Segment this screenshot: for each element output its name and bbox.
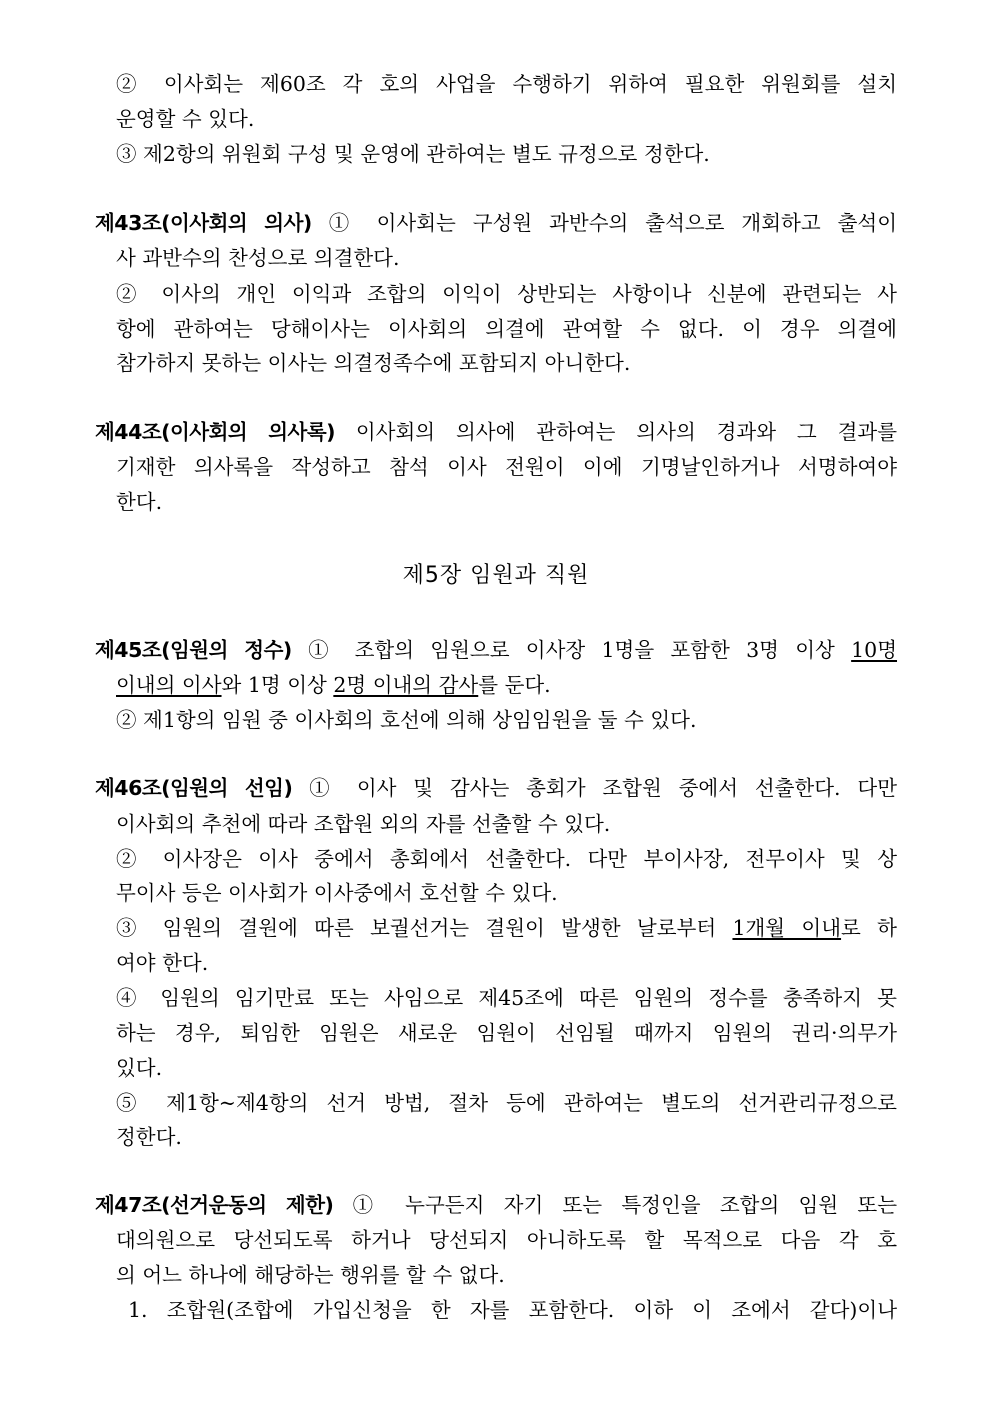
art47-line3: 의 어느 하나에 해당하는 행위를 할 수 없다. [116, 1263, 505, 1287]
art44-line3: 한다. [116, 490, 163, 514]
art43-text1: ① 이사회는 구성원 과반수의 출석으로 개회하고 출석이 [311, 211, 898, 235]
art46-text5a: ③ 임원의 결원에 따른 보궐선거는 결원이 발생한 날로부터 [116, 916, 733, 940]
art45-line1 [95, 632, 897, 668]
art46-line10: ⑤ 제1항~제4항의 선거 방법, 절차 등에 관하여는 별도의 선거관리규정으로 [116, 1091, 897, 1115]
art46-text1: ① 이사 및 감사는 총회가 조합원 중에서 선출한다. 다만 [292, 776, 897, 800]
art46-title: 제46조(임원의 선임) [95, 776, 293, 800]
art42-para3: ③ 제2항의 위원회 구성 및 운영에 관하여는 별도 규정으로 정한다. [116, 142, 710, 166]
art46-underline-one-month: 1개월 이내 [732, 916, 842, 940]
art43-line3: ② 이사의 개인 이익과 조합의 이익이 상반되는 사항이나 신분에 관련되는 사 [116, 282, 897, 306]
art44-line1 [95, 414, 897, 450]
art43-line4: 항에 관하여는 당해이사는 이사회의 의결에 관여할 수 없다. 이 경우 의결에 [116, 317, 897, 341]
art43-line2: 사 과반수의 찬성으로 의결한다. [116, 246, 400, 270]
art46-line7: ④ 임원의 임기만료 또는 사임으로 제45조에 따른 임원의 정수를 충족하지 못 [116, 986, 897, 1010]
art43-line1 [95, 205, 897, 241]
art47-line1 [95, 1187, 897, 1223]
art45-text1: ① 조합의 임원으로 이사장 1명을 포함한 3명 이상 [291, 638, 852, 662]
art45-title: 제45조(임원의 정수) [95, 638, 292, 662]
art45-text2: 와 1명 이상 [221, 673, 334, 697]
art45-line2 [116, 667, 897, 703]
art46-line4: 무이사 등은 이사회가 이사중에서 호선할 수 있다. [116, 881, 558, 905]
art46-line8: 하는 경우, 퇴임한 임원은 새로운 임원이 선임될 때까지 임원의 권리·의무가 [116, 1021, 897, 1045]
art46-line11: 정한다. [116, 1125, 182, 1149]
art46-line6: 여야 한다. [116, 951, 209, 975]
art46-line5 [116, 910, 897, 946]
art46-line1 [95, 770, 897, 806]
art45-underline-auditors: 2명 이내의 감사 [333, 673, 479, 697]
art45-underline-directors-count: 10명 [851, 638, 898, 662]
art45-text3: 를 둔다. [478, 673, 551, 697]
art46-line9: 있다. [116, 1056, 163, 1080]
art45-underline-directors: 이내의 이사 [116, 673, 222, 697]
art43-title: 제43조(이사회의 의사) [95, 211, 312, 235]
art47-item1: 1. 조합원(조합에 가입신청을 한 자를 포함한다. 이하 이 조에서 같다)이나 [128, 1298, 897, 1322]
art45-line3: ② 제1항의 임원 중 이사회의 호선에 의해 상임임원을 둘 수 있다. [116, 708, 697, 732]
art44-title: 제44조(이사회의 의사록) [95, 420, 335, 444]
art46-line3: ② 이사장은 이사 중에서 총회에서 선출한다. 다만 부이사장, 전무이사 및 상 [116, 847, 897, 871]
art43-line5: 참가하지 못하는 이사는 의결정족수에 포함되지 아니한다. [116, 351, 631, 375]
art42-para2-line2: 운영할 수 있다. [116, 107, 255, 131]
art47-title: 제47조(선거운동의 제한) [95, 1193, 334, 1217]
chapter-heading: 제5장 임원과 직원 [402, 563, 590, 588]
art44-line2: 기재한 의사록을 작성하고 참석 이사 전원이 이에 기명날인하거나 서명하여야 [116, 455, 897, 479]
art42-para2-line1: ② 이사회는 제60조 각 호의 사업을 수행하기 위하여 필요한 위원회를 설치 [116, 72, 897, 96]
art46-text5b: 로 하 [841, 916, 897, 940]
art46-line2: 이사회의 추천에 따라 조합원 외의 자를 선출할 수 있다. [116, 812, 611, 836]
art47-text1: ① 누구든지 자기 또는 특정인을 조합의 임원 또는 [333, 1193, 897, 1217]
art44-text1: 이사회의 의사에 관하여는 의사의 경과와 그 결과를 [335, 420, 897, 444]
art47-line2: 대의원으로 당선되도록 하거나 당선되지 아니하도록 할 목적으로 다음 각 호 [116, 1228, 897, 1252]
